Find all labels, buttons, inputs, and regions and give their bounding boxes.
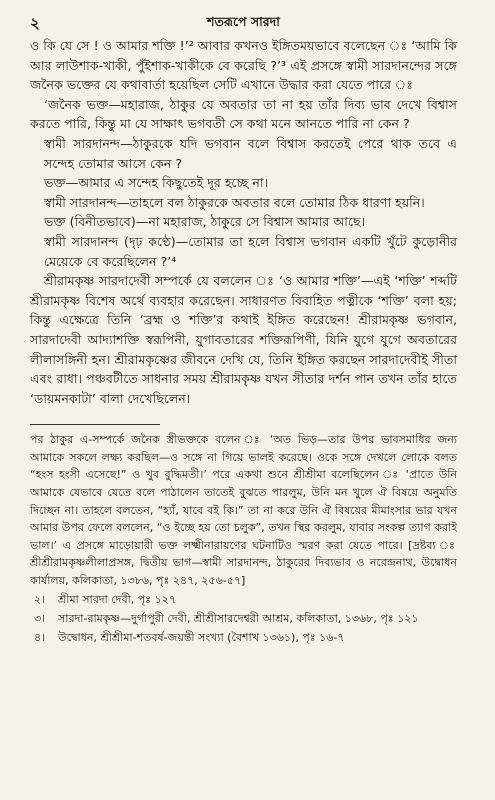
footnote-text: সারদা-রামকৃষ্ণ—দুর্গাপুরী দেবী, শ্রীশ্রীসারদেশ্বরী আশ্রম, কলিকাতা, ১৩৬৮, পৃঃ ১২১ — [58, 611, 419, 625]
footnote-number: ৩। — [34, 611, 46, 625]
paragraph: ভক্ত—আমার এ সন্দেহ কিছুতেই দূর হচ্ছে না। — [44, 175, 269, 191]
paragraph: স্বামী সারদানন্দ—ঠাকুরকে যদি ভগবান বলে বিশ্বাস করতেই পেরে থাক তবে এ সন্দেহ তোমার আসে কেন ? — [44, 135, 457, 171]
main-text — [30, 36, 457, 408]
footnote — [30, 590, 457, 609]
page-header — [30, 10, 457, 36]
running-title: শতরূপে সারদা — [207, 14, 280, 29]
paragraph: ‘জনৈক ভক্ত—মহারাজ, ঠাকুর যে অবতার তা না হয় তাঁর দিব্য ভাব দেখে বিশ্বাস করতে পারি, কিন্তু মা যে সাক্ষাৎ ভগবতী সে কথা মনে আনতে পারি না কেন ? — [30, 96, 457, 132]
footnote-continuation: পর ঠাকুর এ-সম্পর্কে জনৈক স্ত্রীভক্তকে বলেন ঃ ‘অত ভিড়—তার উপর ভাবসমাধির জন্য আমাকে সকলে লক্ষ্য করছিল—ও সঙ্গে না গিয়ে ভালই করেছে। ওকে সঙ্গে দেখলে লোকে বলত “হংস হংসী এসেছে!” ও খুব বুদ্ধিমতী।’ পরে একথা শুনে শ্রীশ্রীমা বলেছিলেন ঃ ‘প্রাতে উনি আমাকে যেভাবে যেতে বলে পাঠালেন তাতেই বুঝতে পারলুম, উনি মন খুলে ঐ বিষয়ে অনুমতি দিচ্ছেন না। তাহলে বলতেন, “হ্যাঁ, যাবে বই কি।” তা না করে উনি ঐ বিষয়ের মীমাংসার ভার যখন আমার উপর ফেলে বললেন, “ও ইচ্ছে হয় তো চলুক”, তখন স্থির করলুম, যাবার সংকল্প ত্যাগ করাই ভাল।’ এ প্রসঙ্গে মাড়োয়ারী ভক্ত লক্ষ্মীনারায়ণের ঘটনাটিও স্মরণ করা যেতে পারে। [দ্রষ্টব্য ঃ শ্রীশ্রীরামকৃষ্ণলীলাপ্রসঙ্গ, দ্বিতীয় ভাগ—স্বামী সারদানন্দ, ঠাকুরের দিব্যভাব ও নরেন্দ্রনাথ, উদ্বোধন কার্যালয়, কলিকাতা, ১৩৮৬, পৃঃ ২৪৭, ২৫৬-৫৭] — [30, 433, 457, 588]
footnote-text: উদ্বোধন, শ্রীশ্রীমা-শতবর্ষ-জয়ন্তী সংখ্যা (বৈশাখ ১৩৬১), পৃঃ ১৬-৭ — [58, 630, 345, 644]
paragraph: শ্রীরামকৃষ্ণ সারদাদেবী সম্পর্কে যে বললেন ঃ ‘ও আমার শক্তি’—এই ‘শক্তি’ শব্দটি শ্রীরামকৃষ্ণ বিশেষ অর্থে ব্যবহার করেছেন। সাধারণত বিবাহিত পত্নীকে ‘শক্তি’ বলা হয়; কিন্তু এক্ষেত্রে তিনি ‘ব্রহ্ম ও শক্তি’র কথাই ইঙ্গিত করেছেন! শ্রীরামকৃষ্ণ ভগবান, সারদাদেবী আদ্যাশক্তি স্বরূপিনী, যুগাবতারের শক্তিরূপিণী, যিনি যুগে যুগে অবতারের লীলাসঙ্গিনী হন। শ্রীরামকৃষ্ণের জীবনে দেখি যে, তিনি ইঙ্গিত করছেন সারদাদেবীই সীতা এবং রাধা। পঞ্চবটীতে সাধনার সময় শ্রীরামকৃষ্ণ যখন সীতার দর্শন পান তখন তাঁর হাতে ‘ডায়মনকাটা’ বালা দেখেছিলেন। — [30, 273, 457, 406]
footnotes — [30, 431, 457, 646]
footnote-number: ২। — [34, 592, 46, 606]
footnote-text: শ্রীমা সারদা দেবী, পৃঃ ১২৭ — [58, 592, 176, 606]
footnote-number: ৪। — [34, 630, 46, 644]
page-number: ২ — [30, 14, 40, 32]
paragraph: ও কি যে সে ! ও আমার শক্তি !’² আবার কখনও ইঙ্গিতময়ভাবে বলেছেন ঃ ‘আমি কি আর লাউশাক-খাকী, পুঁইশাক-খাকীকে বে করেছি ?’³ এই প্রসঙ্গে স্বামী সারদানন্দের সঙ্গে জনৈক ভক্তের যে কথাবার্তা হয়েছিল সেটি এখানে উদ্ধার করা যেতে পারে ঃ — [30, 38, 457, 93]
footnote — [30, 628, 457, 647]
paragraph: ভক্ত (বিনীতভাবে)—না মহারাজ, ঠাকুরে সে বিশ্বাস আমার আছে। — [44, 214, 366, 230]
footnote — [30, 609, 457, 628]
footnote-separator — [30, 424, 160, 425]
paragraph: স্বামী সারদানন্দ (দৃঢ় কণ্ঠে)—তোমার তা হলে বিশ্বাস ভগবান একটি খুঁটে কুড়োনীর মেয়েকে বে করেছিলেন ?’⁴ — [44, 233, 457, 269]
paragraph: স্বামী সারদানন্দ—তাহলে বল ঠাকুরকে অবতার বলে তোমার ঠিক ধারণা হয়নি। — [44, 194, 425, 210]
